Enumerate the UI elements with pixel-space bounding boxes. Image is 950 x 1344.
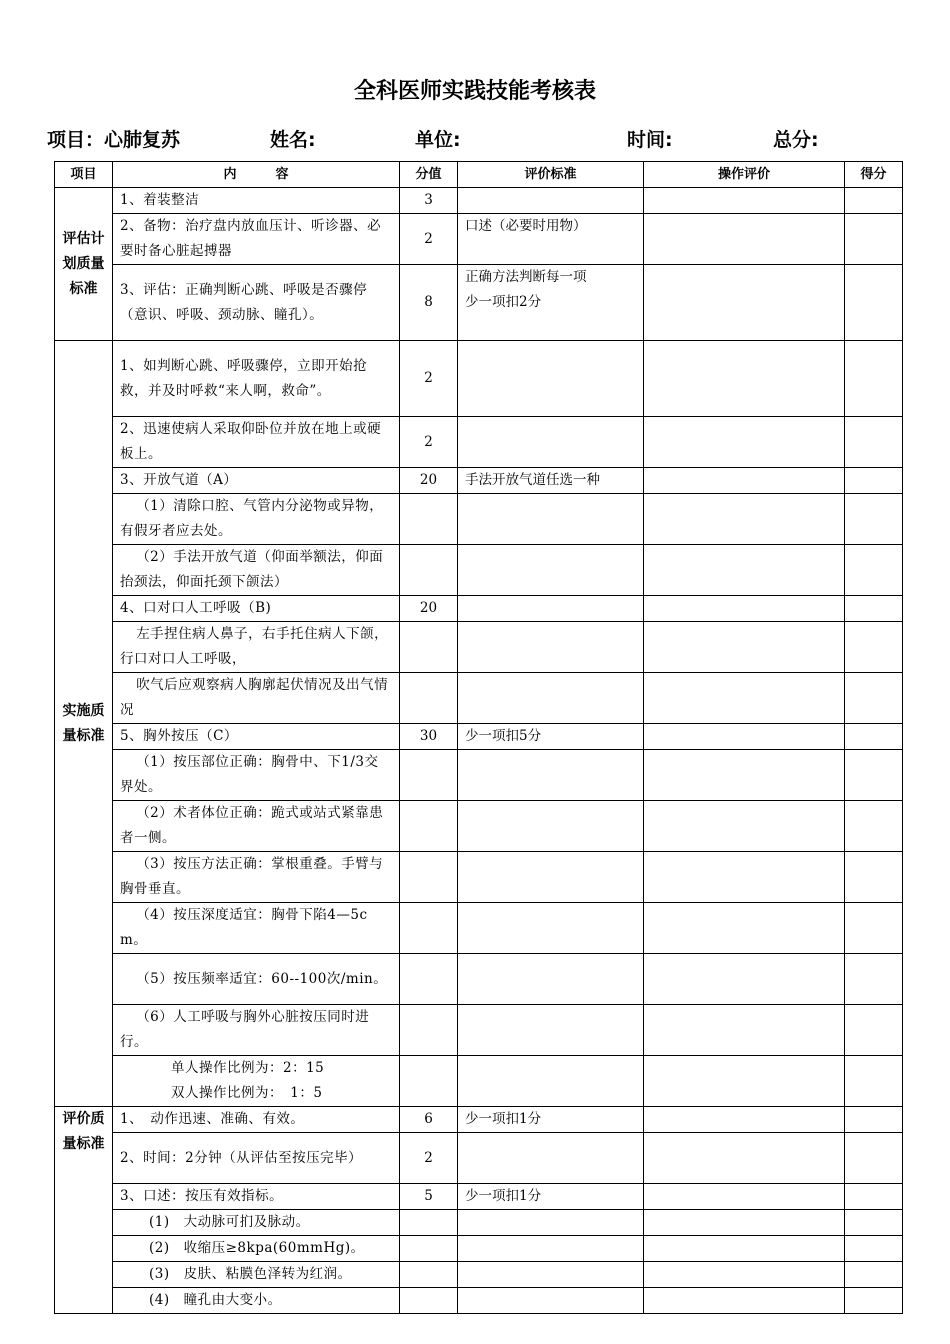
score-cell — [400, 545, 458, 596]
content-cell: 1、如判断心跳、呼吸骤停，立即开始抢救，并及时呼救“来人啊，救命”。 — [113, 341, 400, 417]
criteria-cell — [458, 903, 644, 954]
table-row — [55, 1107, 903, 1133]
score-cell: 2 — [400, 417, 458, 468]
content-cell: 2、时间：2分钟（从评估至按压完毕） — [113, 1133, 400, 1184]
criteria-cell — [458, 801, 644, 852]
content-cell: （2）术者体位正确：跪式或站式紧靠患者一侧。 — [113, 801, 400, 852]
score-cell — [400, 1262, 458, 1288]
score-cell: 30 — [400, 724, 458, 750]
content-cell: 3、开放气道（A） — [113, 468, 400, 494]
table-row — [55, 954, 903, 1005]
content-cell: (2) 收缩压≥8kpa(60mmHg)。 — [113, 1236, 400, 1262]
evaluation-cell — [644, 214, 845, 265]
points-cell — [845, 673, 903, 724]
content-cell: 3、口述：按压有效指标。 — [113, 1184, 400, 1210]
content-cell: (1) 大动脉可扪及脉动。 — [113, 1210, 400, 1236]
points-cell — [845, 1236, 903, 1262]
evaluation-cell — [644, 1262, 845, 1288]
points-cell — [845, 1056, 903, 1107]
name-label: 姓名: — [270, 129, 316, 151]
table-row — [55, 750, 903, 801]
points-cell — [845, 494, 903, 545]
score-cell: 2 — [400, 341, 458, 417]
criteria-cell: 少一项扣5分 — [458, 724, 644, 750]
section-implementation: 实施质量标准 — [55, 341, 113, 1107]
content-cell: 1、 动作迅速、准确、有效。 — [113, 1107, 400, 1133]
criteria-cell — [458, 673, 644, 724]
evaluation-cell — [644, 1056, 845, 1107]
evaluation-cell — [644, 622, 845, 673]
unit-label: 单位: — [415, 129, 461, 151]
header-points: 得分 — [845, 162, 903, 188]
table-row — [55, 622, 903, 673]
single-operator-ratio: 单人操作比例为：2：15 — [171, 1060, 325, 1076]
header-evaluation: 操作评价 — [644, 162, 845, 188]
points-cell — [845, 188, 903, 214]
evaluation-cell — [644, 1005, 845, 1056]
score-cell — [400, 852, 458, 903]
criteria-cell — [458, 417, 644, 468]
content-cell: 吹气后应观察病人胸廓起伏情况及出气情况 — [113, 673, 400, 724]
score-cell — [400, 1288, 458, 1314]
content-cell: 3、评估：正确判断心跳、呼吸是否骤停（意识、呼吸、颈动脉、瞳孔）。 — [113, 265, 400, 341]
points-cell — [845, 1262, 903, 1288]
evaluation-cell — [644, 265, 845, 341]
table-row — [55, 673, 903, 724]
table-row — [55, 417, 903, 468]
evaluation-cell — [644, 673, 845, 724]
criteria-cell — [458, 1133, 644, 1184]
evaluation-cell — [644, 801, 845, 852]
evaluation-cell — [644, 494, 845, 545]
points-cell — [845, 468, 903, 494]
score-cell: 20 — [400, 596, 458, 622]
points-cell — [845, 750, 903, 801]
time-label: 时间: — [627, 129, 673, 151]
evaluation-cell — [644, 1288, 845, 1314]
table-row — [55, 1262, 903, 1288]
points-cell — [845, 1210, 903, 1236]
points-cell — [845, 724, 903, 750]
points-cell — [845, 954, 903, 1005]
criteria-cell: 少一项扣1分 — [458, 1184, 644, 1210]
table-row — [55, 188, 903, 214]
score-cell — [400, 1210, 458, 1236]
content-cell: 2、迅速使病人采取仰卧位并放在地上或硬板上。 — [113, 417, 400, 468]
score-cell — [400, 801, 458, 852]
score-cell: 2 — [400, 214, 458, 265]
content-cell: 5、胸外按压（C） — [113, 724, 400, 750]
table-row — [55, 596, 903, 622]
score-cell — [400, 622, 458, 673]
evaluation-cell — [644, 188, 845, 214]
table-row — [55, 801, 903, 852]
points-cell — [845, 341, 903, 417]
score-cell — [400, 954, 458, 1005]
content-cell: (4) 瞳孔由大变小。 — [113, 1288, 400, 1314]
section-evaluation: 评价质量标准 — [55, 1107, 113, 1314]
header-criteria: 评价标准 — [458, 162, 644, 188]
content-cell: （2）手法开放气道（仰面举额法，仰面抬颈法，仰面托颈下颌法） — [113, 545, 400, 596]
content-cell — [113, 1056, 400, 1107]
evaluation-cell — [644, 724, 845, 750]
points-cell — [845, 1005, 903, 1056]
criteria-cell — [458, 341, 644, 417]
evaluation-cell — [644, 341, 845, 417]
table-row — [55, 1056, 903, 1107]
criteria-cell — [458, 1236, 644, 1262]
evaluation-cell — [644, 1184, 845, 1210]
table-row — [55, 214, 903, 265]
content-cell: （3）按压方法正确：掌根重叠。手臂与胸骨垂直。 — [113, 852, 400, 903]
evaluation-cell — [644, 1210, 845, 1236]
table-row — [55, 545, 903, 596]
points-cell — [845, 622, 903, 673]
score-cell: 6 — [400, 1107, 458, 1133]
points-cell — [845, 801, 903, 852]
table-row — [55, 1236, 903, 1262]
criteria-cell — [458, 494, 644, 545]
content-cell: （5）按压频率适宜：60--100次/min。 — [113, 954, 400, 1005]
content-cell: （6）人工呼吸与胸外心脏按压同时进行。 — [113, 1005, 400, 1056]
content-cell: (3) 皮肤、粘膜色泽转为红润。 — [113, 1262, 400, 1288]
evaluation-cell — [644, 1236, 845, 1262]
dual-operator-ratio: 双人操作比例为： 1：5 — [171, 1085, 323, 1101]
table-row — [55, 724, 903, 750]
table-row — [55, 1210, 903, 1236]
table-row — [55, 1005, 903, 1056]
score-cell: 5 — [400, 1184, 458, 1210]
score-cell — [400, 494, 458, 545]
points-cell — [845, 1133, 903, 1184]
criteria-cell — [458, 1288, 644, 1314]
table-row — [55, 265, 903, 341]
evaluation-cell — [644, 903, 845, 954]
criteria-cell — [458, 1210, 644, 1236]
criteria-cell — [458, 188, 644, 214]
evaluation-cell — [644, 750, 845, 801]
table-row — [55, 468, 903, 494]
score-cell — [400, 1005, 458, 1056]
content-cell: 1、着装整洁 — [113, 188, 400, 214]
points-cell — [845, 265, 903, 341]
score-cell — [400, 673, 458, 724]
points-cell — [845, 214, 903, 265]
criteria-cell — [458, 750, 644, 801]
total-label: 总分: — [773, 129, 819, 151]
table-row — [55, 1184, 903, 1210]
evaluation-cell — [644, 596, 845, 622]
content-cell: 4、口对口人工呼吸（B) — [113, 596, 400, 622]
content-cell: 左手捏住病人鼻子，右手托住病人下颌，行口对口人工呼吸， — [113, 622, 400, 673]
score-cell: 20 — [400, 468, 458, 494]
criteria-cell — [458, 596, 644, 622]
points-cell — [845, 852, 903, 903]
header-content: 内 容 — [113, 162, 400, 188]
criteria-cell — [458, 545, 644, 596]
points-cell — [845, 1184, 903, 1210]
project-label: 项目：心肺复苏 — [47, 129, 181, 151]
score-cell: 3 — [400, 188, 458, 214]
section-assessment-plan: 评估计划质量标准 — [55, 188, 113, 341]
header-score: 分值 — [400, 162, 458, 188]
score-cell — [400, 750, 458, 801]
evaluation-cell — [644, 1133, 845, 1184]
assessment-table — [54, 161, 903, 1314]
content-cell: （4）按压深度适宜：胸骨下陷4—5cm。 — [113, 903, 400, 954]
header-project: 项目 — [55, 162, 113, 188]
table-row — [55, 1133, 903, 1184]
criteria-cell: 口述（必要时用物） — [458, 214, 644, 265]
criteria-cell: 手法开放气道任选一种 — [458, 468, 644, 494]
table-row — [55, 341, 903, 417]
criteria-cell — [458, 852, 644, 903]
points-cell — [845, 1107, 903, 1133]
score-cell — [400, 1236, 458, 1262]
content-cell: （1）按压部位正确：胸骨中、下1/3交界处。 — [113, 750, 400, 801]
table-row — [55, 903, 903, 954]
points-cell — [845, 903, 903, 954]
criteria-cell: 少一项扣1分 — [458, 1107, 644, 1133]
evaluation-cell — [644, 417, 845, 468]
table-header-row — [55, 162, 903, 188]
evaluation-cell — [644, 954, 845, 1005]
table-row — [55, 852, 903, 903]
evaluation-cell — [644, 468, 845, 494]
points-cell — [845, 1288, 903, 1314]
criteria-cell — [458, 1005, 644, 1056]
points-cell — [845, 417, 903, 468]
criteria-cell: 正确方法判断每一项 少一项扣2分 — [458, 265, 644, 341]
criteria-cell — [458, 1262, 644, 1288]
table-row — [55, 494, 903, 545]
evaluation-cell — [644, 545, 845, 596]
table-row — [55, 1288, 903, 1314]
points-cell — [845, 596, 903, 622]
content-cell: 2、备物：治疗盘内放血压计、听诊器、必要时备心脏起搏器 — [113, 214, 400, 265]
score-cell: 2 — [400, 1133, 458, 1184]
score-cell — [400, 1056, 458, 1107]
evaluation-cell — [644, 852, 845, 903]
score-cell: 8 — [400, 265, 458, 341]
score-cell — [400, 903, 458, 954]
criteria-cell — [458, 954, 644, 1005]
points-cell — [845, 545, 903, 596]
criteria-cell — [458, 622, 644, 673]
page-title: 全科医师实践技能考核表 — [353, 79, 596, 104]
content-cell: （1）清除口腔、气管内分泌物或异物，有假牙者应去处。 — [113, 494, 400, 545]
evaluation-cell — [644, 1107, 845, 1133]
criteria-cell — [458, 1056, 644, 1107]
